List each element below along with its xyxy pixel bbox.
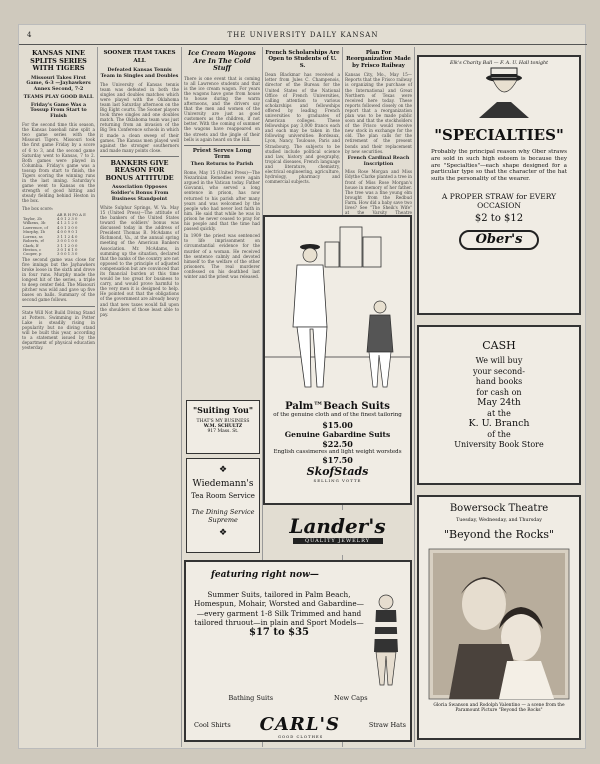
bather-illustration [366,590,406,690]
page-number: 4 [27,31,33,39]
tennis-headline: SOONER TEAM TAKES ALL [103,50,176,64]
wiedemann-ad [186,458,260,553]
film-title: "Beyond the Rocks" [443,528,555,541]
ornament-icon: ❖ [218,465,228,475]
box-score-table [22,213,95,257]
column-ice-cream [184,47,260,392]
proper-straw: A PROPER STRAW for EVERY OCCASION [441,191,557,210]
carls-body1: Summer Suits, tailored in Palm Beach, Homespun, Mohair, Worsted and Gabardine— [194,590,364,609]
paper-title: THE UNIVERSITY DAILY KANSAN [227,31,379,39]
landers-sub: QUALITY JEWELRY [293,538,383,544]
frisco-body-2: Miss Rose Morgan and Miss Edythe Clarke planted a tree in front of Miss Rose Morgan's house in memory of her father. The tree was a fine young elm brought from the Redbud Farm. How did a baby save two lives? See "The Sheik's Wife" at the Varsity Theatre [345,169,412,216]
elks-caption: Elk's Charity Ball — F. A. U. Hall tonight [449,61,549,66]
french-body: Dean Blackmar has received a letter from Jules C. Champenois, director of the Bureau for the United States of the National Office of French Universities, calling attention to various scholarships and fellowships offered by leading French universities to graduates of American colleges. These fellowships pay 3,000 francs each and each may be taken in the following universities: Bordeaux, Lyon, Nancy, Toulouse, Paris and Strasbourg. The subjects to be studied include political science and law, history and geography, tropical diseases, French language and literature, chemistry, electrical engineering, agriculture, hydrology, pharmacy and commercial subjects. [265,72,340,185]
specialties-body: Probably the principal reason why Ober straws are sold in such high esteem is because they are "Specialties"—each shape designed for a particular type so that the character of the hat suits the personality of the wearer. [431,149,567,183]
book-store-ad [417,325,581,485]
column-frisco [345,47,412,216]
featuring-line: featuring right now— [211,570,319,580]
baseball-subhead-2: TEAMS PLAY GOOD BALL [23,93,94,100]
specialties-headline: "SPECIALTIES" [434,126,564,144]
landers-logo: Lander's [289,514,386,538]
straw-price: $2 to $12 [474,212,524,224]
palm-price2: $22.50 [322,439,353,449]
bowersock-title: Bowersock Theatre [449,503,549,514]
straw-hats-label: Straw Hats [368,720,406,729]
table-row: Taylor, 2b 4 0 1 2 3 0 [23,216,78,222]
column-french [265,47,340,212]
bathing-suits-label: Bathing Suits [228,694,274,702]
landers-ad [263,510,412,555]
ice-cream-body: There is one event that is coming to all Lawrence students and that is the ice cream wagon. For years the wagons have gone from house to house during the warm afternoons, and the drivers say that the men and women of the University are just as good customers as the children, if not better. With the coming of summer the wagons have reappeared on the streets and the jingle of their bells is again heard on the Hill. [184,75,260,142]
table-row: Lorenz, ss 3 1 1 2 4 0 [23,233,78,239]
priest-body-2: In 1909 the priest was sentenced to life imprisonment on circumstantial evidence for the murder of a woman. He received the sentence calmly and devoted himself to the welfare of the other prisoners. The real murderer confessed on his deathbed last winter and the priest was released. [184,233,260,279]
palm-title: Palm™Beach Suits [285,401,390,412]
priest-body: Rome, May 15 (United Press)—The Nezarinian Remedies were again argued in the Vatican today. Father Giovanni, who served a long sentence in prison, has now returned to his parish after many years and was welcomed by the people who had never lost faith in him. He said that while he was in prison he never ceased to pray for his people and that the time had passed quickly. [184,170,260,232]
frisco-subhead: French Cardinal Reach Inscription [347,154,410,167]
tennis-subhead: Defeated Kansas Tennis Team in Singles and Doubles [100,67,179,79]
table-row: Roberts, rf 3 0 0 1 0 0 [23,238,78,244]
newspaper-page [18,24,586,749]
ice-cream-headline: Ice Cream Wagons Are In The Cold Stuff [188,49,256,72]
baseball-subhead-3: Friday's Game Was a Tossup From Start to Finish [30,101,87,120]
palm-line2: Genuine Gabardine Suits [284,430,391,439]
carls-ad [184,560,412,742]
cash-title: CASH [482,339,516,352]
column-baseball [22,47,95,747]
table-row: Murphy, 1b 4 0 0 9 0 1 [23,229,78,235]
skofstad-sub: SELLING VOTTE [313,478,362,483]
box-score-header: AB R H PO A E [56,211,86,217]
schultz-line1: THAT'S MY BUSINESS [196,419,250,424]
baseball-body: For the second time this season, the Kansas baseball nine split a two game series with the Missouri Tigers. Missouri took the first game Friday by a score of 6 to 3, and the second game Saturday went to Kansas, 7 to 2. Both games were played in Columbia. Friday's game was a tossup from start to finish, the Tigers scoring the winning runs in the last inning. Saturday's game went to Kansas on the strength of good hitting and steady fielding behind Heston in the box. [22,122,95,204]
carls-items-row [198,694,398,702]
masthead [19,25,587,45]
new-caps-label: New Caps [334,694,368,702]
column-tennis [100,47,179,747]
obers-logo: Ober's [459,230,539,250]
french-headline: French Scholarships Are Open to Students of U. S. [265,50,340,69]
carls-logo: CARL'S [259,714,340,735]
table-row: Lawrence, cf 4 0 1 3 0 0 [23,224,78,230]
table-row: Clark, lf 3 1 1 2 0 0 [23,242,78,248]
wiedemann-line2: The Dining Service [191,508,255,516]
tennis-body: The University of Kansas tennis team was defeated in both the singles and doubles matches which were played with the Oklahoma team last Saturday afternoon on the Big Eight courts. The Sooner players took three singles and one doubles match. The Oklahoma team was just returning from an invasion of the Big Ten Conference schools in which it made a clean sweep of their games. The Kansas men played well against the stronger southerners and made many points close. [100,81,179,153]
column-rule [181,47,182,747]
carls-copy [194,590,364,637]
table-row: Heston, c 3 0 1 6 1 0 [23,246,78,252]
hat-man-illustration [419,66,579,122]
baseball-headline: KANSAS NINE SPLITS SERIES WITH TIGERS [30,49,87,72]
carls-footer [194,714,406,735]
diving-stand-article: State Will Not Build Diving Stand at Potters. Swimming in Potter Lake is steadily rising in popularity but no diving stand will be built this year, according to a statement issued by the department of physical education yesterday. [22,309,95,351]
wiedemann-title: Wiedemann's [192,479,254,489]
frisco-headline: Plan For Reorganization Made by Frisco Railway [346,50,411,69]
priest-headline: Priest Serves Long Term [192,147,252,160]
bankers-headline: BANKERS GIVE REASON FOR BONUS ATTITUDE [105,158,174,182]
carls-price: $17 to $35 [249,626,309,638]
schultz-title: "Suiting You" [192,405,254,415]
wiedemann-line3: Supreme [208,516,238,524]
palm-line1: of the genuine cloth and of the finest tailoring [273,412,402,418]
column-rule [414,47,415,747]
schultz-line3: 917 Mass. St. [207,429,239,434]
obers-ad [417,55,581,315]
bowersock-ad [417,495,581,740]
palm-price1: $15.00 [322,420,353,430]
column-rule [97,47,98,747]
wiedemann-line1: Tea Room Service [191,492,255,500]
schultz-ad [186,400,260,454]
carls-body2: —every garment 1-8 Silk Trimmed and hand tailored thruout—in plain and Sport Models— [194,608,364,628]
table-row: Wilkens, 3b 4 1 2 1 2 0 [23,220,78,226]
cash-text: We will buy your second- hand books for cash on May 24th at the K. U. Branch of the University Book Store [454,356,544,449]
schultz-line2: W.M. SCHULTZ [203,424,243,429]
film-caption: Gloria Swanson and Rodolph Valentino — a scene from the Paramount Picture "Beyond the Rocks" [433,703,565,714]
palm-price3: $17.50 [322,455,353,465]
bankers-subhead: Association Opposes Soldier's Bonus From Business Standpoint [110,184,169,202]
box-score-title: The box score: [22,205,54,211]
film-photo [429,549,569,699]
priest-subhead: Then Returns to Parish [190,161,254,168]
bowersock-days: Tuesday, Wednesday, and Thursday [456,518,542,523]
cool-shirts-label: Cool Shirts [194,720,231,729]
skofstad-ad [263,215,412,505]
frisco-body: Kansas City, Mo., May 15—Reports that the Frisco railway is organizing the purchase of the International and Great Northern of Texas were received here today. These reports followed closely on the report that a reorganization plan was to be made public soon and that the stockholders of the Frisco would receive new stock in exchange for the old. The plan calls for the retirement of the present bonds and their replacement by new securities. [345,72,412,154]
bankers-body: White Sulphur Springs, W. Va. May 15 (United Press)—The attitude of the bankers of the United States toward the soldiers' bonus was discussed today in the address of President Thomas B. McAdams of Richmond, Va., at the annual spring meeting of the American Bankers Association. Mr. McAdams, in summing up the situation, declared that the banks of the country are not opposed to the principle of adjusted compensation but are convinced that its financial burden at this time would be too great for business to carry, and would prove harmful to the very men it is designed to help. He pointed out that the obligations of the government are already heavy and that new taxes would fall upon the shoulders of those least able to pay. [100,204,179,317]
ornament-icon: ❖ [218,528,228,538]
palm-line3: English cassimeres and light weight worsteds [273,449,402,455]
baseball-subhead: Missouri Takes First Game, 6-3 —Jayhawkers Annex Second, 7-2 [26,74,91,93]
table-row: Cooper, p 3 0 0 1 3 0 [23,251,78,257]
suit-illustration [265,217,410,397]
skofstad-logo: SkofStads [306,465,369,478]
carls-logo-sub: GOOD CLOTHES [278,734,324,739]
baseball-body-2: The second game was close for five innings but the Jayhawkers broke loose in the sixth and drove in four runs. Murphy made the longest hit of the series, a triple to deep center field. The Missouri pitcher was wild and gave up five bases on balls. Summary of the second game follows. [22,256,95,303]
